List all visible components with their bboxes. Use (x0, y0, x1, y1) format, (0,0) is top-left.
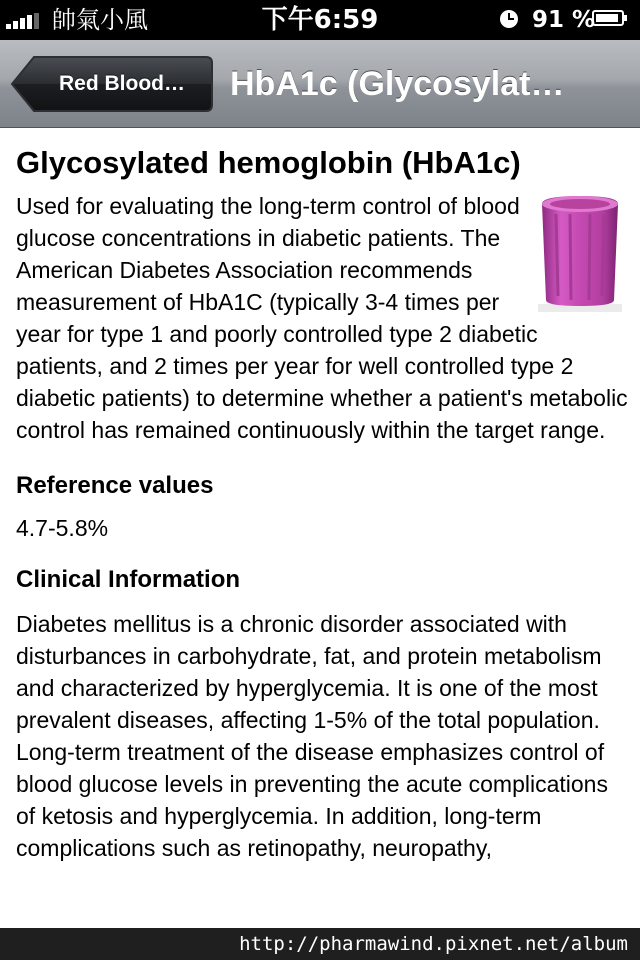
status-bar (0, 0, 640, 40)
carrier-name: 帥氣小風 (52, 6, 148, 34)
back-button[interactable] (10, 55, 214, 113)
battery-percent: 91 % (532, 7, 596, 33)
nav-title: HbA1c (Glycosylat… (230, 65, 565, 103)
watermark-url: http://pharmawind.pixnet.net/album (0, 928, 640, 960)
back-button-label: Red Blood… (59, 72, 185, 95)
article-content (16, 128, 628, 864)
navigation-bar (0, 40, 640, 128)
reference-value: 4.7-5.8% (16, 515, 109, 541)
purple-tube-cap-image (534, 192, 626, 314)
clinical-heading: Clinical Information (16, 566, 241, 593)
clock-icon (500, 10, 518, 28)
battery-icon (592, 10, 628, 28)
reference-heading: Reference values (16, 472, 214, 499)
status-time: 下午6:59 (261, 5, 379, 35)
intro-paragraph: Used for evaluating the long-term control of blood glucose concentrations in diabetic patients. The American Diabetes Association recommends measurement of HbA1C (typically 3-4 times per year for type 1 and poorly controlled type 2 diabetic patients, and 2 times per year for well controlled type 2 diabetic patients) to determine whether a patient's metabolic control has remained continuously within the target range. (16, 193, 628, 443)
article-heading: Glycosylated hemoglobin (HbA1c) (16, 145, 521, 180)
clinical-paragraph: Diabetes mellitus is a chronic disorder associated with disturbances in carbohydrate, fat, and protein metabolism and characterized by hyperglycemia. It is one of the most prevalent diseases, affecting 1-5% of the total population. Long-term treatment of the disease emphasizes control of blood glucose levels in preventing the acute complications of ketosis and hyperglycemia. In addition, long-term complications such as retinopathy, neuropathy, (16, 611, 608, 861)
